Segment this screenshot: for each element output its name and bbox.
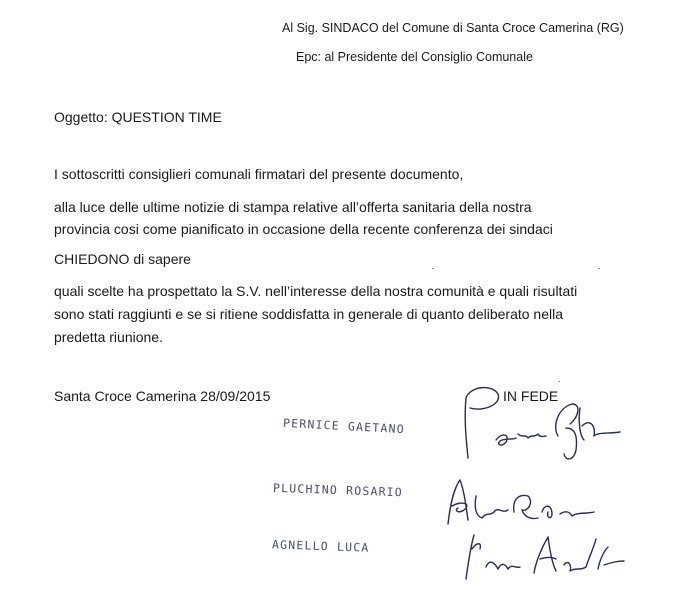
signature-3 [452, 525, 642, 590]
subject-line: Oggetto: QUESTION TIME [54, 109, 222, 125]
body-line-4: CHIEDONO di sapere [54, 251, 191, 267]
signatory-name-3: AGNELLO LUCA [271, 537, 370, 555]
signatory-name-1: PERNICE GAETANO [282, 415, 406, 437]
place-date: Santa Croce Camerina 28/09/2015 [54, 388, 271, 404]
scan-speck [558, 381, 560, 382]
body-line-2: alla luce delle ultime notizie di stampa relative all’offerta sanitaria della nostra [54, 199, 532, 215]
cc-line: Epc: al Presidente del Consiglio Comunale [296, 50, 533, 64]
scan-speck [598, 268, 600, 269]
recipient-line: Al Sig. SINDACO del Comune di Santa Croce Camerina (RG) [282, 21, 624, 35]
in-fede-label: IN FEDE [503, 388, 559, 404]
body-line-1: I sottoscritti consiglieri comunali firmatari del presente documento, [54, 166, 464, 182]
signatory-name-2: PLUCHINO ROSARIO [272, 480, 404, 500]
body-line-3: provincia cosi come pianificato in occasione della recente conferenza dei sindaci [54, 221, 553, 237]
signature-1 [440, 378, 640, 468]
body-line-7: predetta riunione. [54, 329, 163, 345]
scan-speck [432, 268, 434, 269]
body-line-6: sono stati raggiunti e se si ritiene soddisfatta in generale di quanto deliberato nella [54, 306, 563, 322]
body-line-5: quali scelte ha prospettato la S.V. nell’interesse della nostra comunità e quali risultati [54, 283, 578, 299]
